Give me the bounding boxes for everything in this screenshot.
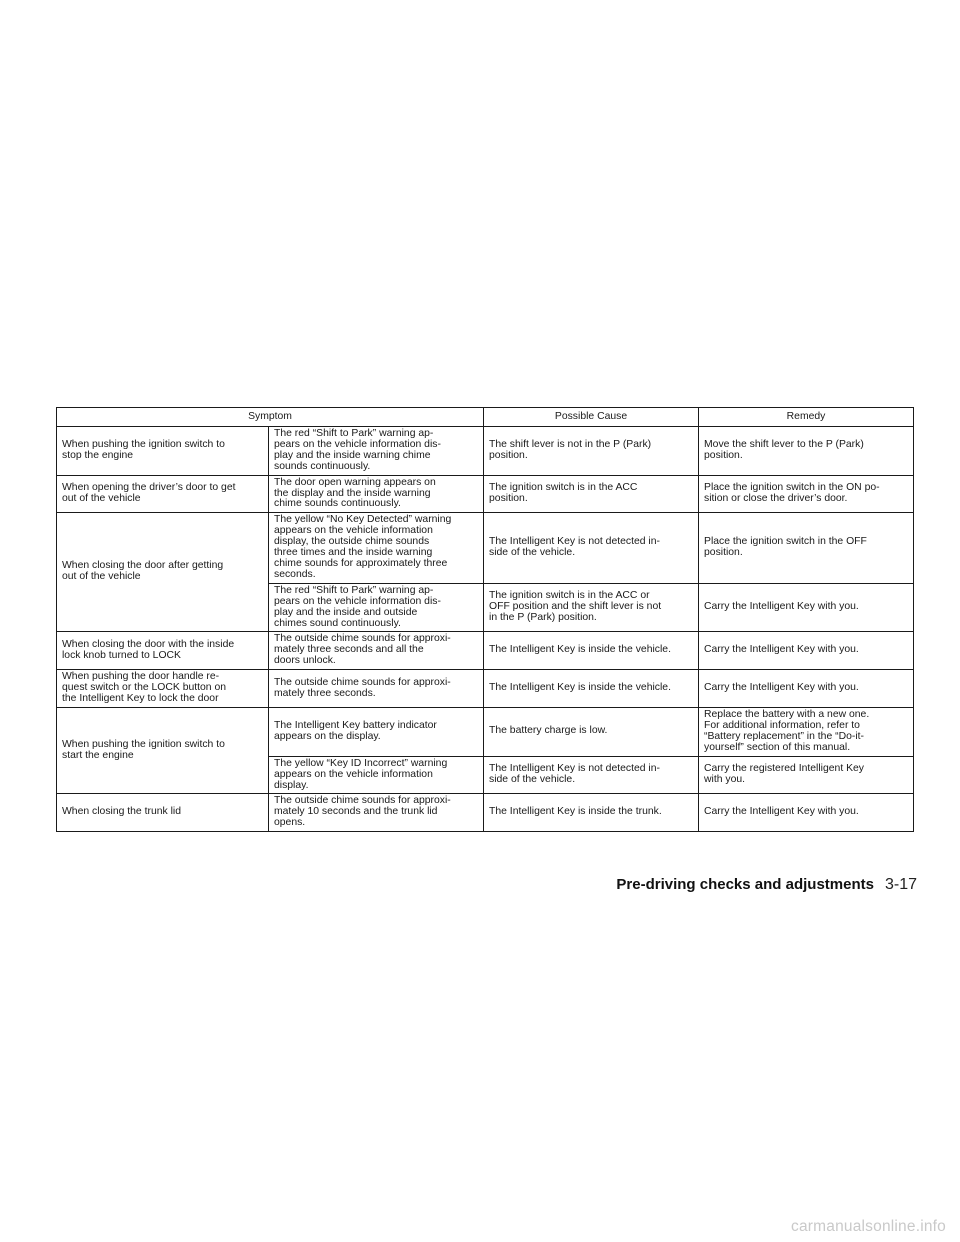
remedy-cell: Carry the Intelligent Key with you. (699, 632, 914, 670)
symptom-cell: When pushing the door handle re- quest switch or the LOCK button on the Intelligent Key to lock the door (57, 670, 269, 708)
table-row (57, 513, 914, 583)
indication-cell: The outside chime sounds for approxi- mately three seconds. (269, 670, 484, 708)
watermark-text: carmanualsonline.info (791, 1218, 946, 1235)
header-possible-cause: Possible Cause (484, 408, 699, 427)
remedy-cell: Move the shift lever to the P (Park) position. (699, 427, 914, 476)
indication-cell: The red “Shift to Park” warning ap- pears on the vehicle information dis- play and the inside and outside chimes sound continuously. (269, 583, 484, 632)
cause-cell: The Intelligent Key is inside the trunk. (484, 794, 699, 832)
remedy-cell: Carry the Intelligent Key with you. (699, 670, 914, 708)
section-title: Pre-driving checks and adjustments (616, 876, 874, 893)
cause-cell: The Intelligent Key is not detected in- side of the vehicle. (484, 513, 699, 583)
indication-cell: The door open warning appears on the display and the inside warning chime sounds continuously. (269, 475, 484, 513)
cause-cell: The shift lever is not in the P (Park) position. (484, 427, 699, 476)
table-row (57, 632, 914, 670)
cause-cell: The Intelligent Key is inside the vehicle. (484, 670, 699, 708)
indication-cell: The yellow “Key ID Incorrect” warning appears on the vehicle information display. (269, 756, 484, 794)
symptom-cell: When opening the driver’s door to get out of the vehicle (57, 475, 269, 513)
remedy-cell: Carry the Intelligent Key with you. (699, 583, 914, 632)
table-header-row (57, 408, 914, 427)
cause-cell: The Intelligent Key is not detected in- side of the vehicle. (484, 756, 699, 794)
remedy-cell: Place the ignition switch in the ON po- sition or close the driver’s door. (699, 475, 914, 513)
symptom-cell: When pushing the ignition switch to start the engine (57, 708, 269, 794)
cause-cell: The ignition switch is in the ACC or OFF position and the shift lever is not in the P (Park) position. (484, 583, 699, 632)
table-row (57, 794, 914, 832)
symptom-cell: When closing the door after getting out of the vehicle (57, 513, 269, 632)
symptom-cell: When closing the door with the inside lock knob turned to LOCK (57, 632, 269, 670)
table-row (57, 427, 914, 476)
header-remedy: Remedy (699, 408, 914, 427)
remedy-cell: Carry the Intelligent Key with you. (699, 794, 914, 832)
cause-cell: The battery charge is low. (484, 708, 699, 757)
remedy-cell: Carry the registered Intelligent Key with you. (699, 756, 914, 794)
page-number: 3-17 (884, 876, 917, 893)
cause-cell: The Intelligent Key is inside the vehicle. (484, 632, 699, 670)
symptom-cell: When pushing the ignition switch to stop the engine (57, 427, 269, 476)
table-row (57, 708, 914, 757)
remedy-cell: Place the ignition switch in the OFF position. (699, 513, 914, 583)
table-row (57, 670, 914, 708)
remedy-cell: Replace the battery with a new one. For additional information, refer to “Battery replacement” in the “Do-it- yourself” section of this manual. (699, 708, 914, 757)
page-footer (616, 876, 917, 894)
indication-cell: The outside chime sounds for approxi- mately 10 seconds and the trunk lid opens. (269, 794, 484, 832)
symptom-cell: When closing the trunk lid (57, 794, 269, 832)
indication-cell: The outside chime sounds for approxi- mately three seconds and all the doors unlock. (269, 632, 484, 670)
header-symptom: Symptom (57, 408, 484, 427)
warning-chime-table (56, 407, 914, 832)
table-row (57, 475, 914, 513)
indication-cell: The red “Shift to Park” warning ap- pears on the vehicle information dis- play and the inside warning chime sounds continuously. (269, 427, 484, 476)
cause-cell: The ignition switch is in the ACC position. (484, 475, 699, 513)
indication-cell: The yellow “No Key Detected” warning appears on the vehicle information display, the outside chime sounds three times and the inside warning chime sounds for approximately three seconds. (269, 513, 484, 583)
indication-cell: The Intelligent Key battery indicator appears on the display. (269, 708, 484, 757)
